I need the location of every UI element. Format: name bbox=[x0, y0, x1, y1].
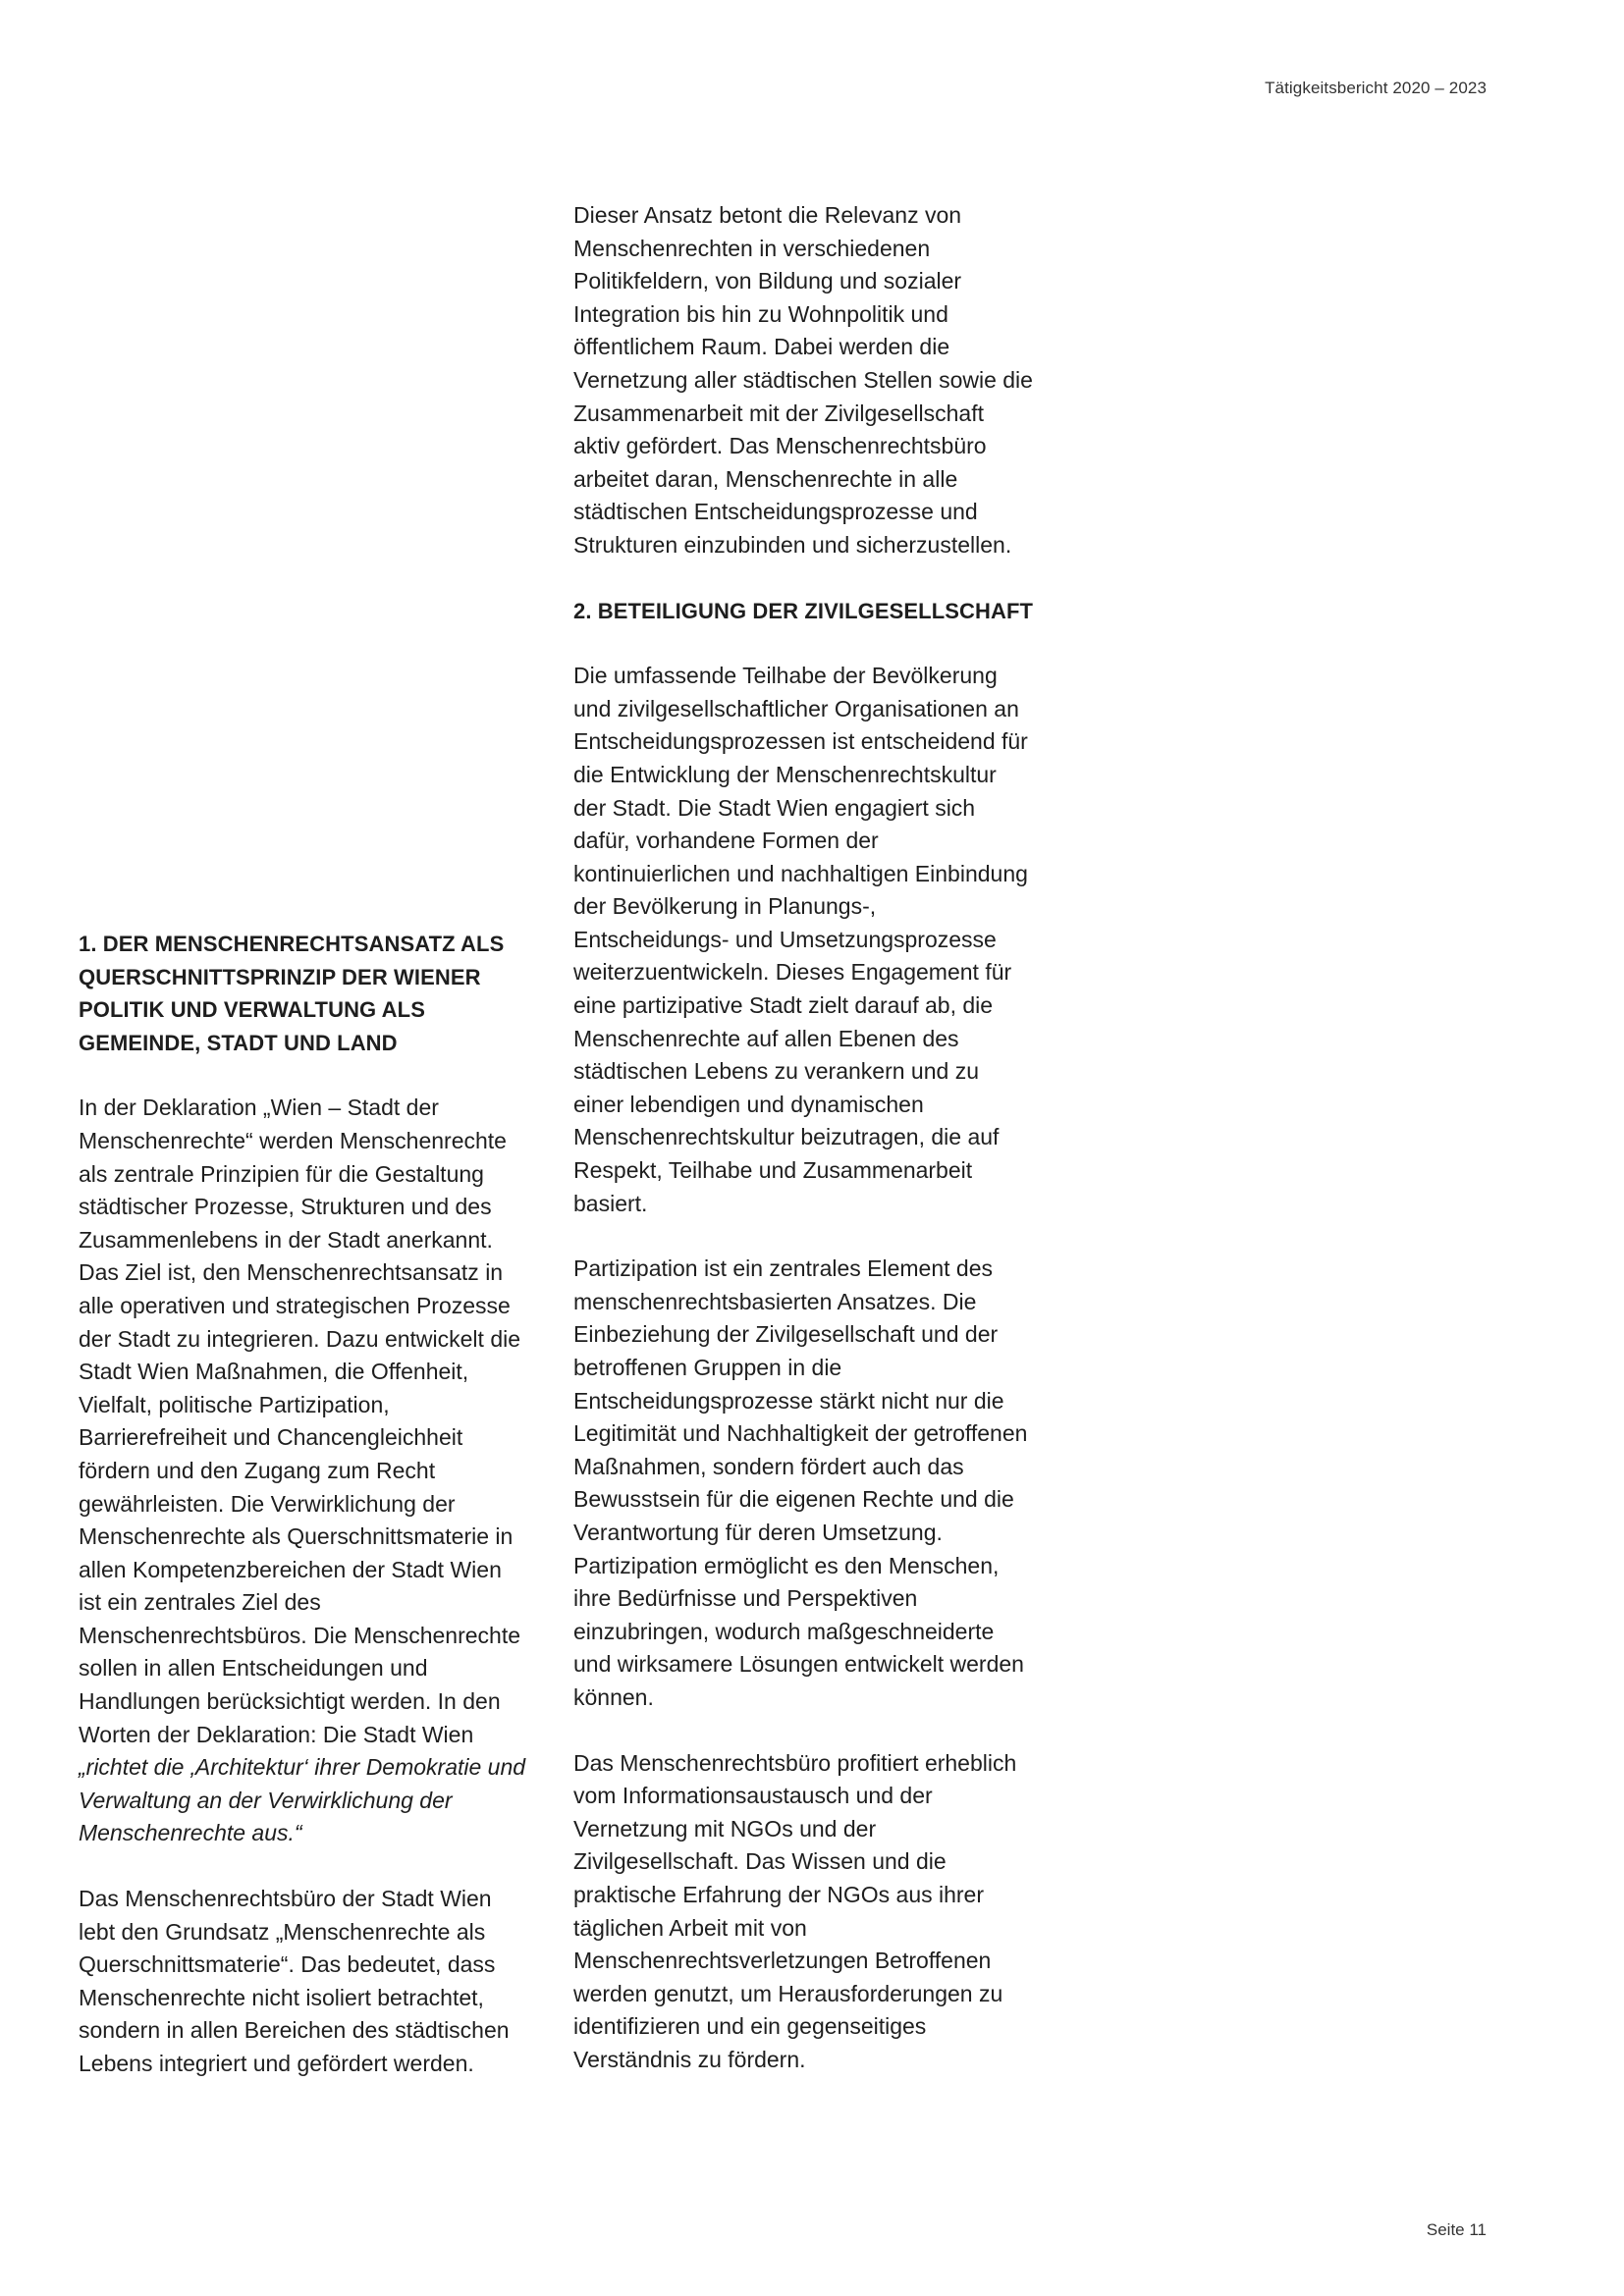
section-2-paragraph-2: Partizipation ist ein zentrales Element des menschenrechtsbasierten Ansatzes. Die Einbeziehung der Zivilgesellschaft und der betroffenen Gruppen in die Entscheidungsprozesse stärkt nicht nur die Legitimität und Nachhaltigkeit der getroffenen Maßnahmen, sondern fördert auch das Bewusstsein für die eigenen Rechte und die Verantwortung für deren Umsetzung. Partizipation ermöglicht es den Menschen, ihre Bedürfnisse und Perspektiven einzubringen, wodurch maßgeschneiderte und wirksamere Lösungen entwickelt werden können. bbox=[573, 1255, 1028, 1710]
section-2-paragraph-3: Das Menschenrechtsbüro profitiert erheblich vom Informationsaustausch und der Vernetzung mit NGOs und der Zivilgesellschaft. Das Wissen und die praktische Erfahrung der NGOs aus ihrer täglichen Arbeit mit von Menschenrechtsverletzungen Betroffenen werden genutzt, um Herausforderungen zu identifizieren und ein gegenseitiges Verständnis zu fördern. bbox=[573, 1749, 1017, 2072]
section-1-heading: 1. DER MENSCHENRECHTSANSATZ ALS QUERSCHNITTSPRINZIP DER WIENER POLITIK UND VERWALTUNG ALS GEMEINDE, STADT UND LAND bbox=[79, 932, 505, 1055]
section-1-paragraph-2: Das Menschenrechtsbüro der Stadt Wien lebt den Grundsatz „Menschenrechte als Querschnittsmaterie“. Das bedeutet, dass Menschenrechte nicht isoliert betrachtet, sondern in allen Bereichen des städtischen Lebens integriert und gefördert werden. bbox=[79, 1886, 510, 2076]
section-1-paragraph-3: Dieser Ansatz betont die Relevanz von Menschenrechten in verschiedenen Politikfeldern, von Bildung und sozialer Integration bis hin zu Wohnpolitik und öffentlichem Raum. Dabei werden die Vernetzung aller städtischen Stellen sowie die Zusammenarbeit mit der Zivilgesellschaft aktiv gefördert. Das Menschenrechtsbüro arbeitet daran, Menschenrechte in alle städtischen Entscheidungsprozesse und Strukturen einzubinden und sicherzustellen. bbox=[573, 202, 1033, 558]
section-2-paragraph-1: Die umfassende Teilhabe der Bevölkerung und zivilgesellschaftlicher Organisationen an Entscheidungsprozessen ist entscheidend für die Entwicklung der Menschenrechtskultur der Stadt. Die Stadt Wien engagiert sich dafür, vorhandene Formen der kontinuierlichen und nachhaltigen Einbindung der Bevölkerung in Planungs-, Entscheidungs- und Umsetzungsprozesse weiterzuentwickeln. Dieses Engagement für eine partizipative Stadt zielt darauf ab, die Menschenrechte auf allen Ebenen des städtischen Lebens zu verankern und zu einer lebendigen und dynamischen Menschenrechtskultur beizutragen, die auf Respekt, Teilhabe und Zusammenarbeit basiert. bbox=[573, 663, 1028, 1216]
right-column bbox=[573, 199, 1035, 2076]
running-header-title: Tätigkeitsbericht 2020 – 2023 bbox=[1265, 79, 1487, 97]
section-2-heading: 2. BETEILIGUNG DER ZIVILGESELLSCHAFT bbox=[573, 598, 1034, 623]
section-1-paragraph-1-text: In der Deklaration „Wien – Stadt der Menschenrechte“ werden Menschenrechte als zentrale Prinzipien für die Gestaltung städtischer Prozesse, Strukturen und des Zusammenlebens in der Stadt anerkannt. Das Ziel ist, den Menschenrechtsansatz in alle operativen und strategischen Prozesse der Stadt zu integrieren. Dazu entwickelt die Stadt Wien Maßnahmen, die Offenheit, Vielfalt, politische Partizipation, Barrierefreiheit und Chancengleichheit fördern und den Zugang zum Recht gewährleisten. Die Verwirklichung der Menschenrechte als Querschnittsmaterie in allen Kompetenzbereichen der Stadt Wien ist ein zentrales Ziel des Menschenrechtsbüros. Die Menschenrechte sollen in allen Entscheidungen und Handlungen berücksichtigt werden. In den Worten der Deklaration: Die Stadt Wien bbox=[79, 1095, 521, 1747]
left-column bbox=[79, 928, 530, 2081]
declaration-quote: „richtet die ‚Architektur‘ ihrer Demokratie und Verwaltung an der Verwirklichung der Menschenrechte aus.“ bbox=[79, 1754, 526, 1846]
section-1-paragraph-1 bbox=[79, 1092, 530, 1850]
page-number: Seite 11 bbox=[1426, 2220, 1487, 2239]
